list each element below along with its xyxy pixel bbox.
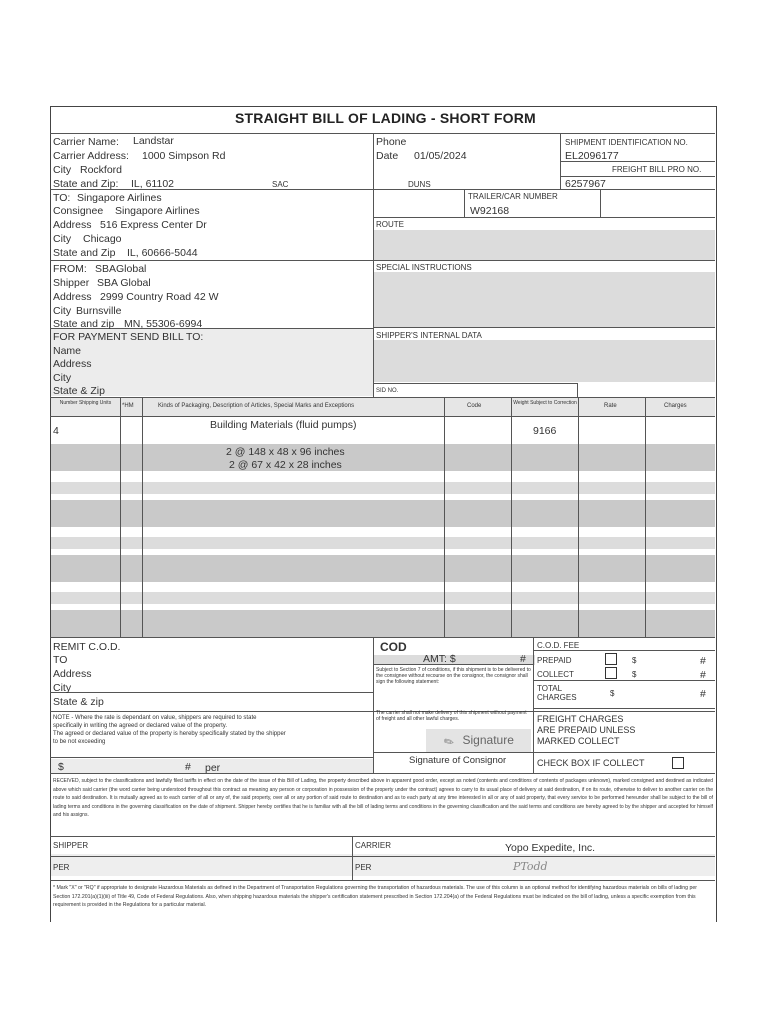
- from-label: FROM:: [53, 263, 87, 275]
- shipper-per-label: PER: [53, 863, 70, 872]
- collect-dollar: $: [632, 670, 637, 679]
- total-charges-label: TOTAL CHARGES: [537, 684, 577, 702]
- consignee-city-label: City: [53, 233, 72, 245]
- to-label: TO:: [53, 192, 71, 204]
- freight-charges-line2: ARE PREPAID UNLESS: [537, 725, 636, 735]
- payment-name-label: Name: [53, 345, 82, 357]
- to-value[interactable]: Singapore Airlines: [77, 192, 162, 204]
- shipper-city-label: City: [53, 305, 72, 317]
- col-header-units: Number Shipping Units: [59, 400, 112, 406]
- prepaid-dollar: $: [632, 656, 637, 665]
- shipper-address-label: Address: [53, 291, 92, 303]
- cod-title: COD: [380, 640, 407, 654]
- prepaid-label: PREPAID: [537, 656, 572, 665]
- phone-label: Phone: [376, 136, 407, 148]
- carrier-city-value[interactable]: Rockford: [80, 164, 123, 176]
- payment-heading: FOR PAYMENT SEND BILL TO:: [53, 331, 204, 343]
- collect-label: COLLECT: [537, 670, 574, 679]
- received-text: RECEIVED, subject to the classifications and lawfully filed tariffs in effect on the date of the issue of this Bill of Lading, the property described above in apparent good order, except as noted (contents and conditions of contents of packages unknown), marked consigned and destined as indicated above which said carrier (the word carrier being understood throughout this contract as meaning any person or corporation in possession of the property under the contract) agrees to carry to its usual place of delivery at said destination, if on its route, otherwise to deliver to another carrier on the route to said destination. It is mutually agreed as to each carrier of all or any of, the said property, over all or any portion of said route to destination and as to each party at any time interested in all or any of said property, that every service to be performed hereunder shall be subject to the bill of lading terms and conditions in the governing classification on the date of shipment. Shipper hereby certifies that he is familiar with all the bill of lading terms and conditions in the governing classification and the said terms and conditions are hereby agreed to by the shipper and accepted for himself and his assigns.: [53, 778, 713, 818]
- payment-state-zip-label: State & Zip: [53, 385, 105, 397]
- row-units-value[interactable]: 4: [53, 425, 59, 437]
- total-dollar: $: [610, 689, 615, 698]
- section7-text: Subject to Section 7 of conditions, if this shipment is to be delivered to the consignee without recourse on the consignor, the consignor shall sign the following statement:: [376, 667, 531, 686]
- route-label: ROUTE: [376, 220, 404, 229]
- shipment-id-value[interactable]: EL2096177: [565, 150, 619, 162]
- shipper-sign-label: SHIPPER: [53, 841, 89, 850]
- prepaid-checkbox[interactable]: [605, 653, 617, 665]
- consignee-state-zip-value[interactable]: IL, 60666-5044: [127, 247, 198, 259]
- remit-address-label: Address: [53, 668, 92, 680]
- col-header-hm: *HM: [122, 403, 134, 409]
- col-header-weight: Weight Subject to Correction: [513, 400, 577, 406]
- special-instructions-label: SPECIAL INSTRUCTIONS: [376, 263, 472, 272]
- cod-fee-label: C.O.D. FEE: [537, 641, 580, 650]
- sid-label: SID NO.: [376, 388, 399, 394]
- declared-value-dollar[interactable]: $: [58, 761, 64, 773]
- freight-bill-label: FREIGHT BILL PRO NO.: [612, 165, 702, 174]
- carrier-address-value[interactable]: 1000 Simpson Rd: [142, 150, 226, 162]
- carrier-state-zip-value[interactable]: IL, 61102: [131, 178, 175, 190]
- carrier-address-label: Carrier Address:: [53, 150, 129, 162]
- date-value[interactable]: 01/05/2024: [414, 150, 467, 162]
- trailer-value[interactable]: W92168: [470, 205, 510, 217]
- hazmat-footnote: * Mark "X" or "RQ" if appropriate to designate Hazardous Materials as defined in the Department of Transportation Regulations governing the transportation of hazardous materials. The use of this column is an optional method for identifying hazardous materials on bills of lading per Section 172.201(a)(1)(iii) of Title 49, Code of Federal Regulations. Also, when shipping hazardous materials the shipper's certification statement prescribed in Section 172.204(a) of the Federal Regulations must be indicated on the bill of lading, unless a specific exemption from this requirement is provided in the Regulations for a particular material.: [53, 885, 697, 908]
- row-weight-value[interactable]: 9166: [533, 425, 557, 437]
- note-line2: specifically in writing the agreed or declared value of the property.: [53, 723, 227, 729]
- duns-label: DUNS: [408, 180, 431, 189]
- freight-charges-line3: MARKED COLLECT: [537, 736, 620, 746]
- consignee-address-label: Address: [53, 219, 92, 231]
- carrier-name-label: Carrier Name:: [53, 136, 119, 148]
- signature-placeholder: Signature: [462, 733, 514, 747]
- carrier-company-name[interactable]: Yopo Expedite, Inc.: [505, 842, 596, 854]
- remit-city-label: City: [53, 682, 72, 694]
- shipper-state-zip-value[interactable]: MN, 55306-6994: [124, 318, 203, 330]
- collect-checkbox[interactable]: [605, 667, 617, 679]
- consignee-label: Consignee: [53, 205, 104, 217]
- consignee-value[interactable]: Singapore Airlines: [115, 205, 200, 217]
- shipper-label: Shipper: [53, 277, 90, 289]
- payment-city-label: City: [53, 372, 72, 384]
- pen-icon: ✎: [441, 733, 457, 751]
- row-dims-line-1[interactable]: 2 @ 148 x 48 x 96 inches: [226, 446, 345, 458]
- row-description-value[interactable]: Building Materials (fluid pumps): [210, 419, 357, 431]
- col-header-description: Kinds of Packaging, Description of Articles, Special Marks and Exceptions: [158, 403, 355, 409]
- remit-cod-label: REMIT C.O.D.: [53, 641, 121, 653]
- shipper-address-value[interactable]: 2999 Country Road 42 W: [100, 291, 219, 303]
- trailer-label: TRAILER/CAR NUMBER: [468, 192, 558, 201]
- shipment-id-label: SHIPMENT IDENTIFICATION NO.: [565, 138, 688, 147]
- cod-amount-hash: #: [520, 653, 526, 665]
- cod-amount-label[interactable]: AMT: $: [423, 653, 456, 665]
- shippers-internal-label: SHIPPER'S INTERNAL DATA: [376, 331, 482, 340]
- col-header-charges: Charges: [664, 403, 687, 409]
- consignee-state-zip-label: State and Zip: [53, 247, 116, 259]
- consignee-city-value[interactable]: Chicago: [83, 233, 122, 245]
- carrier-city-label: City: [53, 164, 72, 176]
- declared-value-hash: #: [185, 761, 191, 773]
- note-line3: The agreed or declared value of the property is hereby specifically stated by the shipper: [53, 731, 286, 737]
- prepaid-hash: #: [700, 655, 706, 667]
- payment-address-label: Address: [53, 358, 92, 370]
- col-header-code: Code: [467, 403, 482, 409]
- shipper-state-zip-label: State and zip: [53, 318, 115, 330]
- form-title: STRAIGHT BILL OF LADING - SHORT FORM: [235, 110, 536, 126]
- carrier-sign-label: CARRIER: [355, 841, 392, 850]
- carrier-signature[interactable]: PTodd: [513, 860, 548, 873]
- carrier-state-zip-label: State and Zip:: [53, 178, 119, 190]
- consignee-address-value[interactable]: 516 Express Center Dr: [100, 219, 207, 231]
- freight-bill-value[interactable]: 6257967: [565, 178, 606, 190]
- date-label: Date: [376, 150, 399, 162]
- col-header-rate: Rate: [604, 403, 617, 409]
- carrier-per-label: PER: [355, 863, 372, 872]
- check-box-collect[interactable]: [672, 757, 684, 769]
- remit-state-zip-label: State & zip: [53, 696, 104, 708]
- shipper-value[interactable]: SBA Global: [97, 277, 151, 289]
- row-dims-line-2[interactable]: 2 @ 67 x 42 x 28 inches: [229, 459, 342, 471]
- total-hash: #: [700, 688, 706, 700]
- note-line1: NOTE - Where the rate is dependant on value, shippers are required to state: [53, 715, 257, 721]
- freight-charges-line1: FREIGHT CHARGES: [537, 714, 624, 724]
- note-line4: to be not exceeding: [53, 739, 106, 745]
- collect-hash: #: [700, 669, 706, 681]
- sac-label: SAC: [272, 180, 289, 189]
- check-box-collect-label: CHECK BOX IF COLLECT: [537, 758, 645, 768]
- carrier-statement-text: The carrier shall not make delivery of this shipment without payment of freight and all other lawful charges.: [376, 710, 527, 723]
- signature-caption: Signature of Consignor: [409, 755, 507, 766]
- shipper-city-value[interactable]: Burnsville: [76, 305, 122, 317]
- carrier-name-value[interactable]: Landstar: [133, 135, 174, 147]
- remit-to-label: TO: [53, 654, 68, 666]
- from-value[interactable]: SBAGlobal: [95, 263, 147, 275]
- signature-field[interactable]: [441, 733, 514, 751]
- declared-value-per[interactable]: per: [205, 762, 221, 774]
